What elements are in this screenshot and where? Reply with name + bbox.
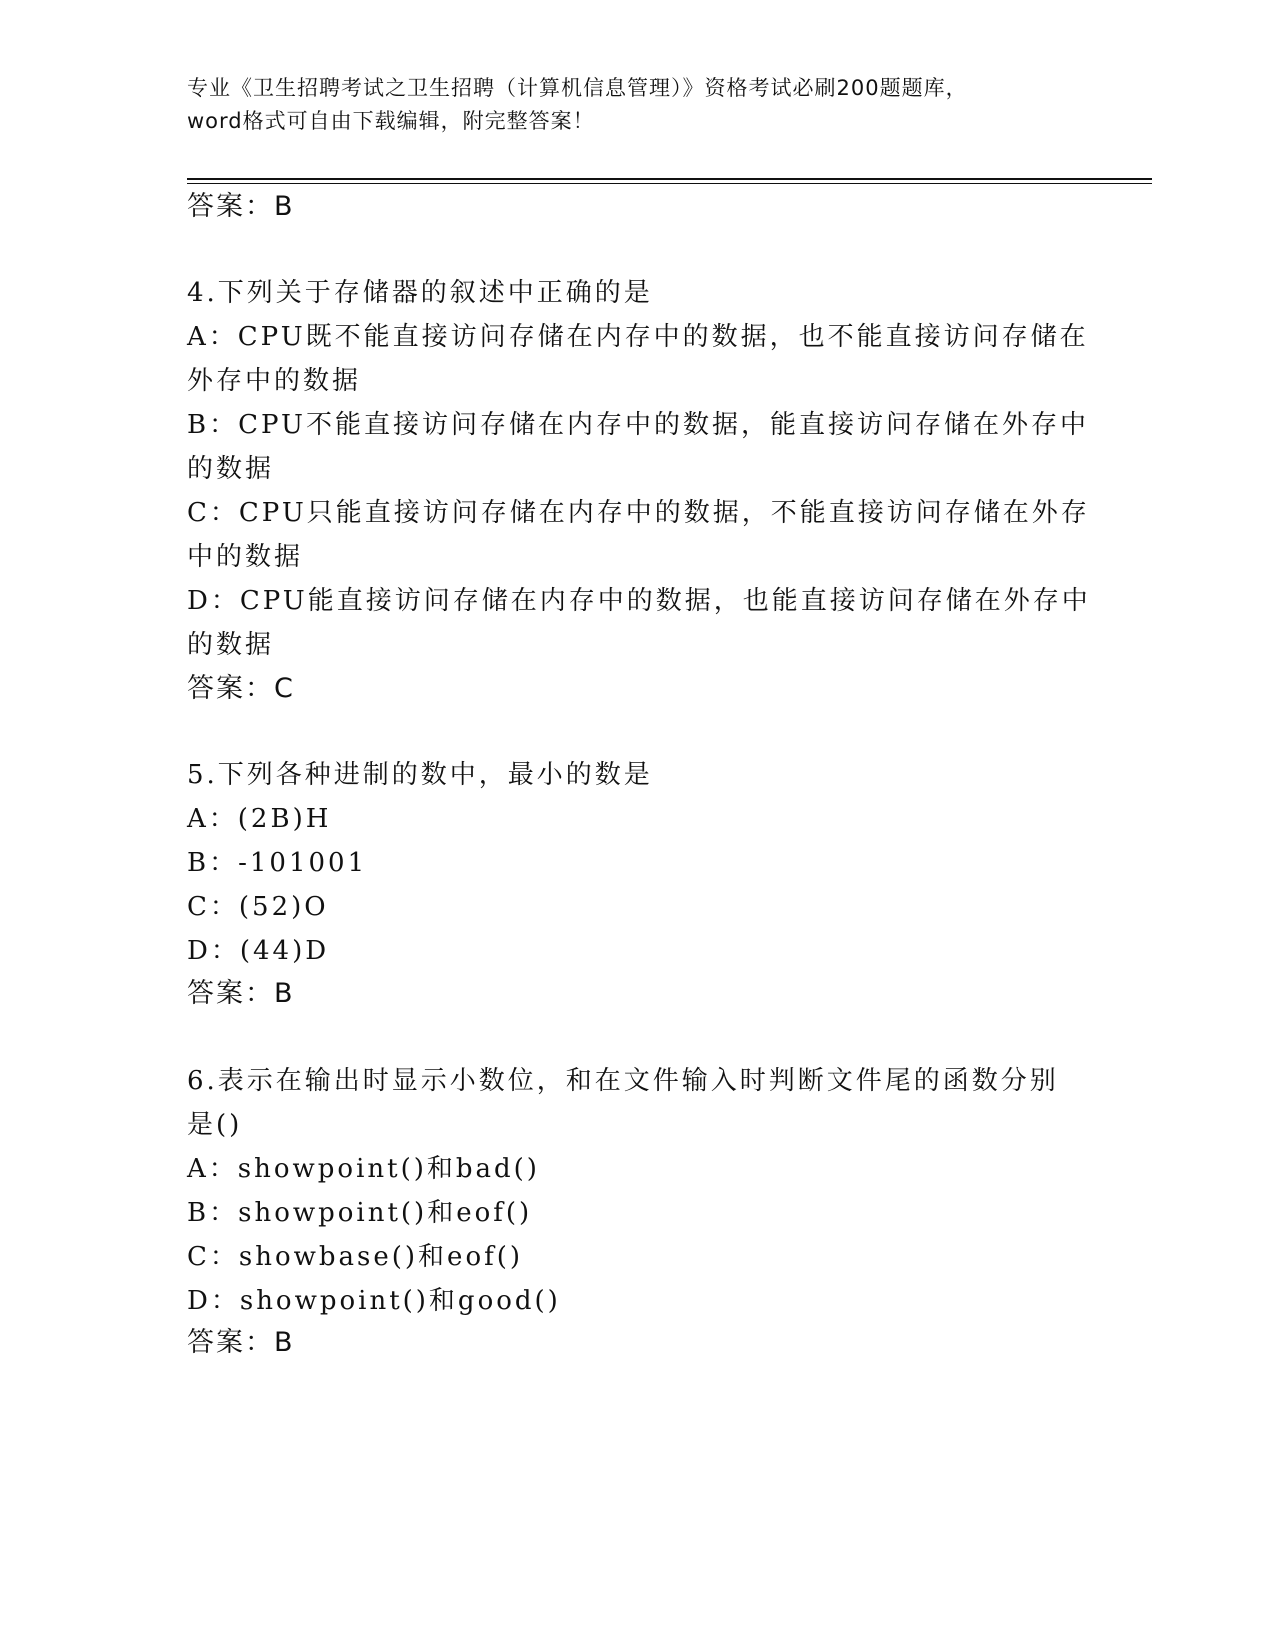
question-4-option-b-cont: 的数据 — [187, 454, 275, 484]
question-4-option-a-cont: 外存中的数据 — [187, 366, 362, 396]
header-line-1: 专业《卫生招聘考试之卫生招聘（计算机信息管理）》资格考试必刷200题题库， — [187, 76, 968, 100]
question-4-option-c: C：CPU只能直接访问存储在内存中的数据，不能直接访问存储在外存 — [187, 498, 1090, 528]
question-4-option-b: B：CPU不能直接访问存储在内存中的数据，能直接访问存储在外存中 — [187, 410, 1089, 440]
answer-q3: 答案：B — [187, 191, 295, 222]
question-6-stem-cont: 是() — [187, 1110, 243, 1140]
question-4-option-c-cont: 中的数据 — [187, 542, 304, 572]
header-line-2: word格式可自由下载编辑，附完整答案！ — [187, 109, 595, 133]
question-5-stem: 5.下列各种进制的数中，最小的数是 — [187, 760, 653, 790]
question-4-option-a: A：CPU既不能直接访问存储在内存中的数据，也不能直接访问存储在 — [187, 322, 1089, 352]
question-4-option-d: D：CPU能直接访问存储在内存中的数据，也能直接访问存储在外存中 — [187, 586, 1091, 616]
question-5-option-b: B：-101001 — [187, 848, 368, 878]
question-6-option-d: D：showpoint()和good() — [187, 1286, 561, 1316]
question-6-stem: 6.表示在输出时显示小数位，和在文件输入时判断文件尾的函数分别 — [187, 1066, 1059, 1096]
answer-q4: 答案：C — [187, 673, 295, 704]
question-6-option-c: C：showbase()和eof() — [187, 1242, 524, 1272]
answer-q5: 答案：B — [187, 978, 295, 1009]
answer-q6: 答案：B — [187, 1327, 295, 1358]
question-5-option-c: C：(52)O — [187, 892, 329, 922]
page-header — [187, 72, 1087, 138]
question-6-option-a: A：showpoint()和bad() — [187, 1154, 540, 1184]
question-4-stem: 4.下列关于存储器的叙述中正确的是 — [187, 278, 653, 308]
question-5-option-d: D：(44)D — [187, 936, 330, 966]
question-5-option-a: A：(2B)H — [187, 804, 332, 834]
question-4-option-d-cont: 的数据 — [187, 630, 275, 660]
question-6-option-b: B：showpoint()和eof() — [187, 1198, 533, 1228]
header-rule-thick — [187, 178, 1152, 180]
header-rule-thin — [187, 183, 1152, 184]
